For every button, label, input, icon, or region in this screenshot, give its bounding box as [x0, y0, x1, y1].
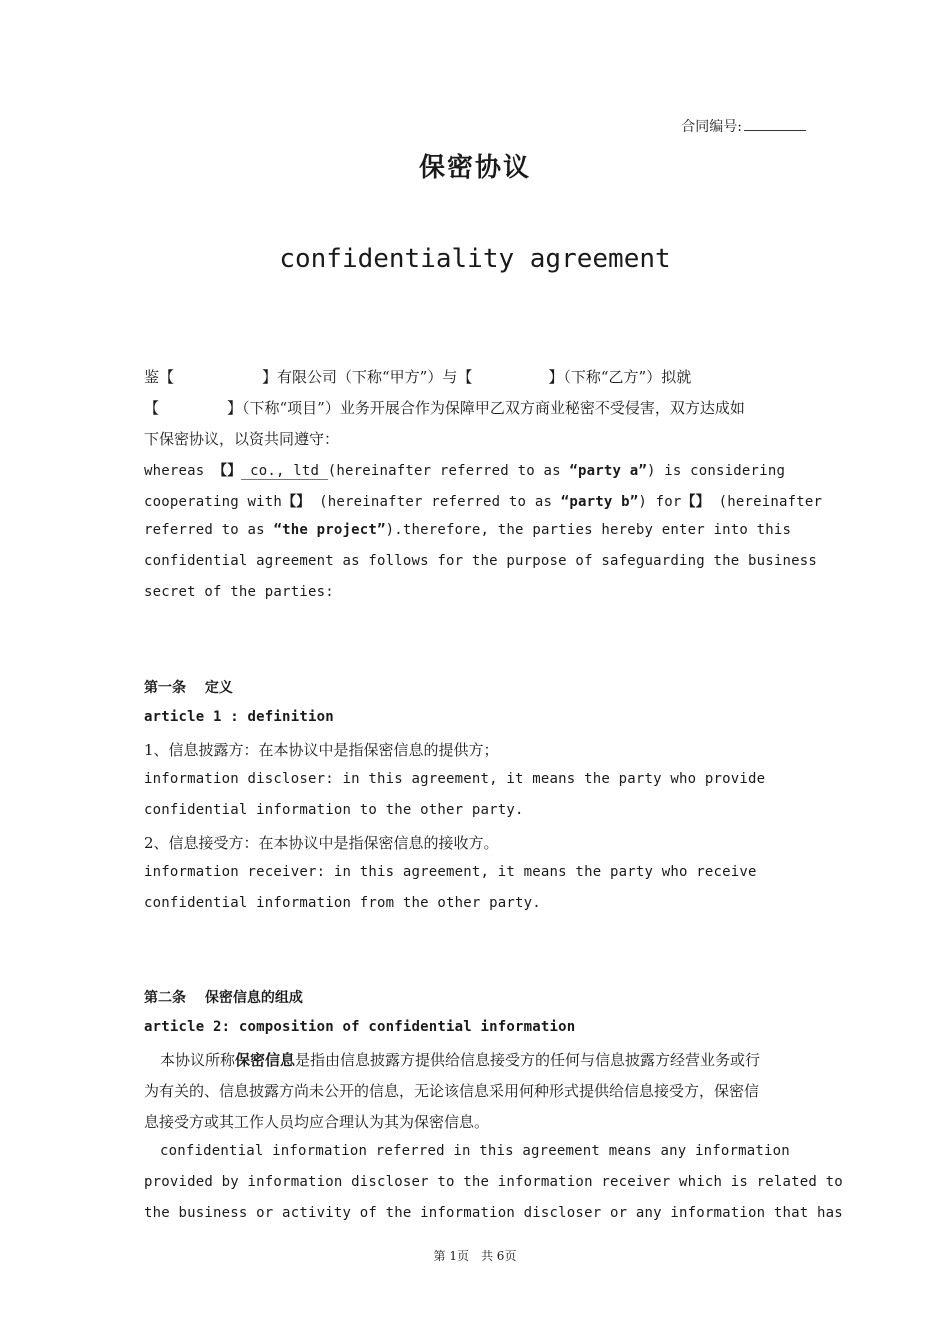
preamble-text: whereas — [144, 463, 214, 479]
article-2-en-line-3: the business or activity of the information discloser or any information that has — [144, 1205, 843, 1221]
article-2-cn-line-3: 息接受方或其工作人员均应合理认为其为保密信息。 — [144, 1113, 490, 1131]
bracket-text: 【】 — [681, 494, 710, 510]
article-1-item-2-cn: 2、信息接受方：在本协议中是指保密信息的接收方。 — [144, 834, 499, 852]
contract-number-blank[interactable] — [744, 116, 806, 131]
preamble-text: (hereinafter referred to as — [310, 494, 561, 510]
preamble-text: ) is considering — [647, 463, 786, 479]
article-2-heading-cn: 第二条 保密信息的组成 — [144, 990, 303, 1006]
preamble-en-line-4: confidential agreement as follows for the purpose of safeguarding the business — [144, 553, 818, 569]
article-2-cn-line-1 — [160, 1049, 760, 1070]
article-2-cn-line-2: 为有关的、信息披露方尚未公开的信息，无论该信息采用何种形式提供给信息接受方，保密信 — [144, 1082, 760, 1100]
bracket-text: 【】 — [213, 463, 242, 479]
article-2-en-line-2: provided by information discloser to the information receiver which is related to — [144, 1174, 843, 1190]
party-a-term: “party a” — [569, 463, 648, 479]
article-1-heading-cn: 第一条 定义 — [144, 680, 233, 696]
article-1-heading-en: article 1 : definition — [144, 709, 334, 725]
article-1-item-1-en-line-1: information discloser: in this agreement, it means the party who provide — [144, 771, 766, 787]
article-1-item-1-cn: 1、信息披露方：在本协议中是指保密信息的提供方； — [144, 741, 499, 759]
page-footer: 第 1页 共 6页 — [433, 1249, 517, 1263]
party-b-term: “party b” — [560, 494, 639, 510]
article-2-text: 是指由信息披露方提供给信息接受方的任何与信息披露方经营业务或行 — [295, 1051, 761, 1069]
bracket-text: 【】 — [282, 494, 311, 510]
confidential-info-term: 保密信息 — [235, 1051, 296, 1069]
article-2-en-line-1: confidential information referred in this agreement means any information — [160, 1143, 790, 1159]
preamble-text: referred to as — [144, 522, 274, 538]
preamble-text: 】（下称“乙方”）拟就 — [548, 368, 692, 386]
preamble-text: 】（下称“项目”）业务开展合作为保障甲乙双方商业秘密不受侵害，双方达成如 — [227, 399, 745, 417]
preamble-en-line-1 — [144, 460, 785, 480]
title-chinese: 保密协议 — [418, 153, 531, 183]
preamble-text: ) for — [638, 494, 682, 510]
article-1-item-1-en-line-2: confidential information to the other party. — [144, 802, 524, 818]
preamble-text: ).therefore, the parties hereby enter into this — [385, 522, 792, 538]
contract-number — [681, 116, 806, 136]
title-english: confidentiality agreement — [279, 244, 671, 274]
contract-number-label: 合同编号: — [681, 119, 742, 135]
preamble-en-line-5: secret of the parties: — [144, 584, 334, 600]
article-2-text: 本协议所称 — [160, 1051, 236, 1069]
preamble-text: 】有限公司（下称“甲方”）与【 — [262, 368, 473, 386]
company-suffix: co., ltd — [241, 463, 328, 479]
preamble-text: (hereinafter — [709, 494, 823, 510]
article-1-item-2-en-line-2: confidential information from the other party. — [144, 895, 541, 911]
preamble-text: cooperating with — [144, 494, 283, 510]
preamble-text: 鉴【 — [144, 368, 175, 386]
preamble-text: 【 — [144, 399, 160, 417]
project-term: “the project” — [273, 522, 386, 538]
preamble-cn-line-2 — [144, 397, 745, 418]
preamble-en-line-2 — [144, 491, 822, 511]
preamble-en-line-3 — [144, 522, 791, 538]
preamble-cn-line-3: 下保密协议，以资共同遵守： — [144, 430, 340, 448]
article-2-heading-en: article 2: composition of confidential information — [144, 1019, 576, 1035]
preamble-text: (hereinafter referred to as — [327, 463, 570, 479]
article-1-item-2-en-line-1: information receiver: in this agreement, it means the party who receive — [144, 864, 757, 880]
preamble-cn-line-1 — [144, 366, 691, 387]
